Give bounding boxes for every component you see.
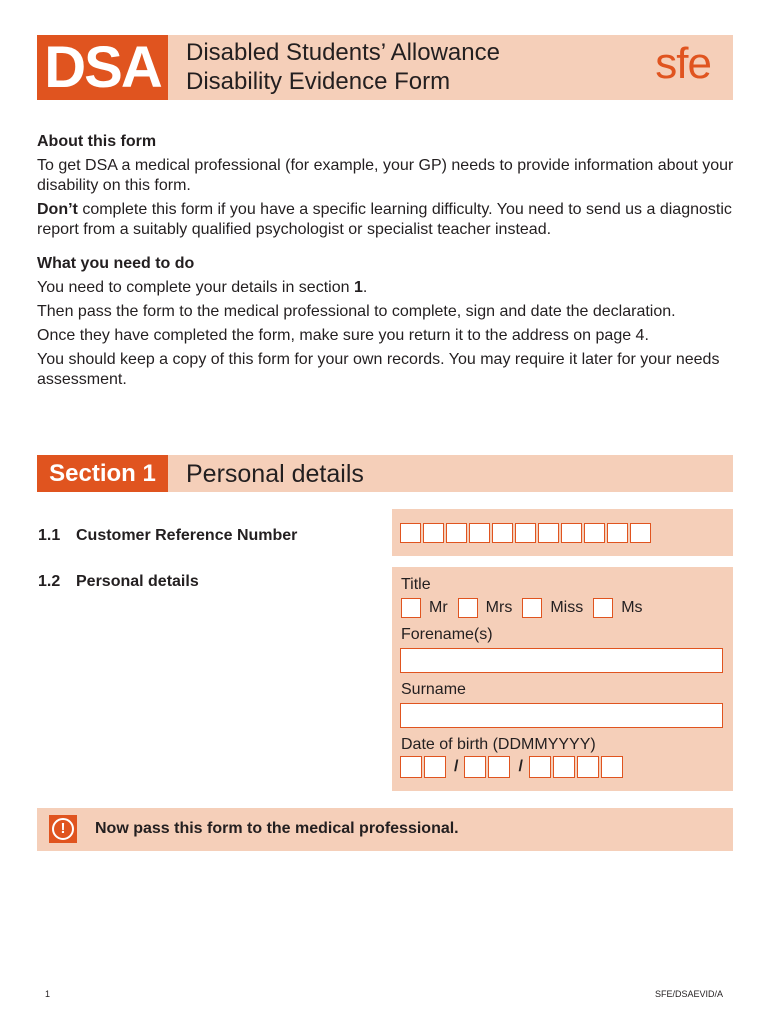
crn-digit-box[interactable] bbox=[561, 523, 582, 543]
sfe-logo: sfe bbox=[655, 39, 711, 88]
crn-digit-box[interactable] bbox=[515, 523, 536, 543]
todo-line1-post: . bbox=[362, 279, 368, 296]
crn-digit-box[interactable] bbox=[423, 523, 444, 543]
title-option-label: Ms bbox=[621, 599, 643, 616]
intro-content bbox=[37, 132, 737, 394]
question-1-2-number: 1.2 bbox=[38, 573, 61, 590]
dob-field bbox=[400, 756, 625, 778]
crn-boxes bbox=[400, 523, 653, 543]
about-para2-rest: complete this form if you have a specific learning difficulty. You need to send us a diagnostic report from a suitably qualified psychologist or specialist teacher instead. bbox=[37, 201, 732, 238]
dob-month-digit[interactable] bbox=[488, 756, 510, 778]
form-title-line2: Disability Evidence Form bbox=[186, 68, 451, 95]
about-para2-bold: Don’t bbox=[37, 201, 78, 218]
todo-line1-bold: 1 bbox=[353, 279, 363, 296]
crn-panel bbox=[392, 509, 733, 556]
title-label: Title bbox=[401, 576, 431, 593]
dob-year-digit[interactable] bbox=[553, 756, 575, 778]
crn-digit-box[interactable] bbox=[538, 523, 559, 543]
title-option-ms[interactable] bbox=[593, 598, 642, 618]
dob-year-digit[interactable] bbox=[601, 756, 623, 778]
todo-line4: You should keep a copy of this form for your own records. You may require it later for your needs assessment. bbox=[37, 351, 720, 388]
personal-details-panel bbox=[392, 567, 733, 791]
crn-digit-box[interactable] bbox=[400, 523, 421, 543]
notice-text: Now pass this form to the medical professional. bbox=[95, 820, 459, 837]
todo-line3: Once they have completed the form, make sure you return it to the address on page 4. bbox=[37, 327, 649, 344]
title-checkbox-mrs[interactable] bbox=[458, 598, 478, 618]
todo-line1 bbox=[37, 278, 737, 298]
title-options bbox=[401, 598, 653, 618]
about-heading: About this form bbox=[37, 133, 157, 150]
dsa-logo: DSA bbox=[37, 35, 168, 100]
title-checkbox-miss[interactable] bbox=[522, 598, 542, 618]
dob-label: Date of birth (DDMMYYYY) bbox=[401, 736, 596, 753]
dob-year-digit[interactable] bbox=[577, 756, 599, 778]
section-tag: Section 1 bbox=[37, 455, 168, 492]
form-title-line1: Disabled Students’ Allowance bbox=[186, 39, 500, 66]
crn-digit-box[interactable] bbox=[469, 523, 490, 543]
todo-line1-pre: You need to complete your details in section bbox=[37, 279, 354, 296]
forename-field[interactable] bbox=[400, 648, 723, 673]
title-option-label: Miss bbox=[550, 599, 584, 616]
title-option-label: Mrs bbox=[485, 599, 513, 616]
dob-separator: / bbox=[518, 758, 523, 775]
form-title bbox=[186, 38, 500, 96]
about-para2 bbox=[37, 200, 737, 240]
dob-month-digit[interactable] bbox=[464, 756, 486, 778]
question-1-1-label: Customer Reference Number bbox=[76, 527, 298, 544]
section-1-bar bbox=[37, 455, 733, 492]
title-option-mr[interactable] bbox=[401, 598, 448, 618]
title-option-label: Mr bbox=[429, 599, 448, 616]
todo-heading: What you need to do bbox=[37, 255, 195, 272]
dob-year-digit[interactable] bbox=[529, 756, 551, 778]
crn-digit-box[interactable] bbox=[492, 523, 513, 543]
dob-separator: / bbox=[454, 758, 459, 775]
notice-banner bbox=[37, 808, 733, 851]
title-checkbox-ms[interactable] bbox=[593, 598, 613, 618]
form-header bbox=[37, 35, 733, 100]
page-number: 1 bbox=[45, 989, 51, 999]
exclamation-icon: ! bbox=[49, 815, 77, 843]
crn-digit-box[interactable] bbox=[446, 523, 467, 543]
todo-line2: Then pass the form to the medical professional to complete, sign and date the declaration. bbox=[37, 303, 676, 320]
crn-digit-box[interactable] bbox=[584, 523, 605, 543]
surname-field[interactable] bbox=[400, 703, 723, 728]
dob-day-digit[interactable] bbox=[424, 756, 446, 778]
title-checkbox-mr[interactable] bbox=[401, 598, 421, 618]
question-1-1-number: 1.1 bbox=[38, 527, 61, 544]
title-option-miss[interactable] bbox=[522, 598, 583, 618]
crn-digit-box[interactable] bbox=[630, 523, 651, 543]
title-option-mrs[interactable] bbox=[458, 598, 513, 618]
section-title: Personal details bbox=[186, 460, 364, 488]
about-para1: To get DSA a medical professional (for example, your GP) needs to provide information about your disability on this form. bbox=[37, 157, 734, 194]
question-1-2 bbox=[38, 573, 199, 591]
question-1-2-label: Personal details bbox=[76, 573, 199, 590]
form-code: SFE/DSAEVID/A bbox=[654, 989, 723, 999]
surname-label: Surname bbox=[401, 681, 466, 698]
question-1-1 bbox=[38, 527, 297, 545]
crn-digit-box[interactable] bbox=[607, 523, 628, 543]
forename-label: Forename(s) bbox=[401, 626, 493, 643]
dob-day-digit[interactable] bbox=[400, 756, 422, 778]
